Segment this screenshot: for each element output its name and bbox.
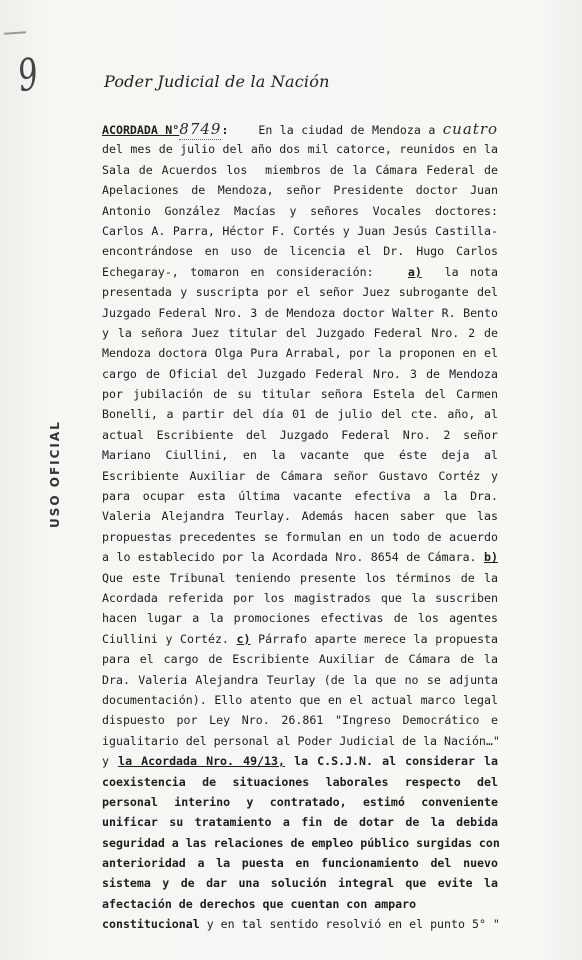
body-line: Juzgado Federal Nro. 3 de Mendoza doctor Walter R. Bento [102,305,498,320]
body-text-span: Ciullini y Cortéz. [102,631,229,646]
body-line [102,629,498,649]
pencil-mark [4,31,26,35]
body-text-span: constitucional [102,917,200,932]
body-line: Sala de Acuerdos los miembros de la Cámara Federal de [102,162,498,177]
body-text-span: Párrafo aparte merece la propuesta [258,631,499,646]
body-line: para ocupar esta última vacante efectiva a la Dra. [102,489,498,504]
body-line: dispuesto por Ley Nro. 26.861 "Ingreso Democrático e [102,713,498,728]
handwritten-day: cuatro [442,120,499,138]
body-line: coexistencia de situaciones laborales respecto del [102,774,498,789]
official-use-stamp: USO OFICIAL [48,420,62,528]
acordada-reference: la Acordada Nro. 49/13, [118,754,285,769]
acordada-colon: : [221,123,229,137]
body-line: y la señora Juez titular del Juzgado Federal Nro. 2 de [102,325,498,340]
body-line: Dra. Valeria Alejandra Teurlay (de la que no se adjunta [102,672,498,687]
body-line: Mariano Ciullini, en la vacante que éste deja al [102,448,498,463]
acordada-label: ACORDADA N° [102,123,180,137]
body-line: cargo de Oficial del Juzgado Federal Nro. 3 de Mendoza [102,366,498,381]
body-line [102,914,498,934]
body-text-span: y en tal sentido resolvió en el punto 5° " [206,917,500,932]
body-line: para el cargo de Escribiente Auxiliar de Cámara de la [102,652,498,667]
body-line: seguridad a las relaciones de empleo público surgidas con [102,835,500,850]
body-line: igualitario del personal al Poder Judicial de la Nación…" [102,733,500,748]
body-text-span: Echegaray-, tomaron en consideración: [102,264,374,279]
item-marker-b: b) [484,550,498,565]
body-text-span: la C.S.J.N. al considerar la [294,754,498,769]
document-body [102,119,498,935]
body-line [102,547,498,567]
body-line: Apelaciones de Mendoza, señor Presidente doctor Juan [102,183,498,198]
body-line: Mendoza doctora Olga Pura Arrabal, por la proponen en el [102,346,498,361]
body-line: afectación de derechos que cuentan con amparo [102,896,417,911]
body-line: Carlos A. Parra, Héctor F. Cortés y Juan Jesús Castilla- [102,223,498,238]
body-text-span: En la ciudad de Mendoza a [258,123,436,137]
body-line: Escribiente Auxiliar de Cámara señor Gustavo Cortéz y [102,468,498,483]
acordada-number-handwritten: 8749 [179,119,221,140]
body-line: Acordada referida por los magistrados que la suscriben [102,590,498,605]
body-line: propuestas precedentes se formulan en un todo de acuerdo [102,529,498,544]
body-line: Valeria Alejandra Teurlay. Además hacen saber que las [102,509,498,524]
body-line: hacen lugar a la promociones efectivas de los agentes [102,611,498,626]
handwritten-page-number: 9 [14,48,42,103]
body-line: personal interino y contratado, estimó conveniente [102,794,498,809]
body-line [102,262,498,282]
body-line: documentación). Ello atento que en el actual marco legal [102,692,498,707]
item-marker-c: c) [236,631,251,646]
body-line: presentada y suscripta por el señor Juez subrogante del [102,285,498,300]
item-marker-a: a) [407,264,422,279]
body-line: sistema y de dar una solución integral que evite la [102,876,498,891]
body-text-span: y [102,754,109,769]
body-text-span: la nota [444,264,498,279]
body-line: actual Escribiente del Juzgado Federal Nro. 2 señor [102,427,498,442]
body-text-span: a lo establecido por la Acordada Nro. 8654 de Cámara. [102,550,477,565]
body-line: encontrándose en uso de licencia el Dr. Hugo Carlos [102,244,498,259]
letterhead-title: Poder Judicial de la Nación [104,72,330,91]
body-line: por jubilación de su titular señora Estela del Carmen [102,387,498,402]
body-line: Que este Tribunal teniendo presente los términos de la [102,570,498,585]
body-line: Antonio González Macías y señores Vocales doctores: [102,203,498,218]
body-line: unificar su tratamiento a fin de dotar de la debida [102,815,498,830]
body-line [102,751,498,771]
body-line: anterioridad a la puesta en funcionamiento del nuevo [102,856,498,871]
body-line: del mes de julio del año dos mil catorce, reunidos en la [102,142,498,157]
body-line [102,119,498,139]
body-line: Bonelli, a partir del día 01 de julio del cte. año, al [102,407,498,422]
